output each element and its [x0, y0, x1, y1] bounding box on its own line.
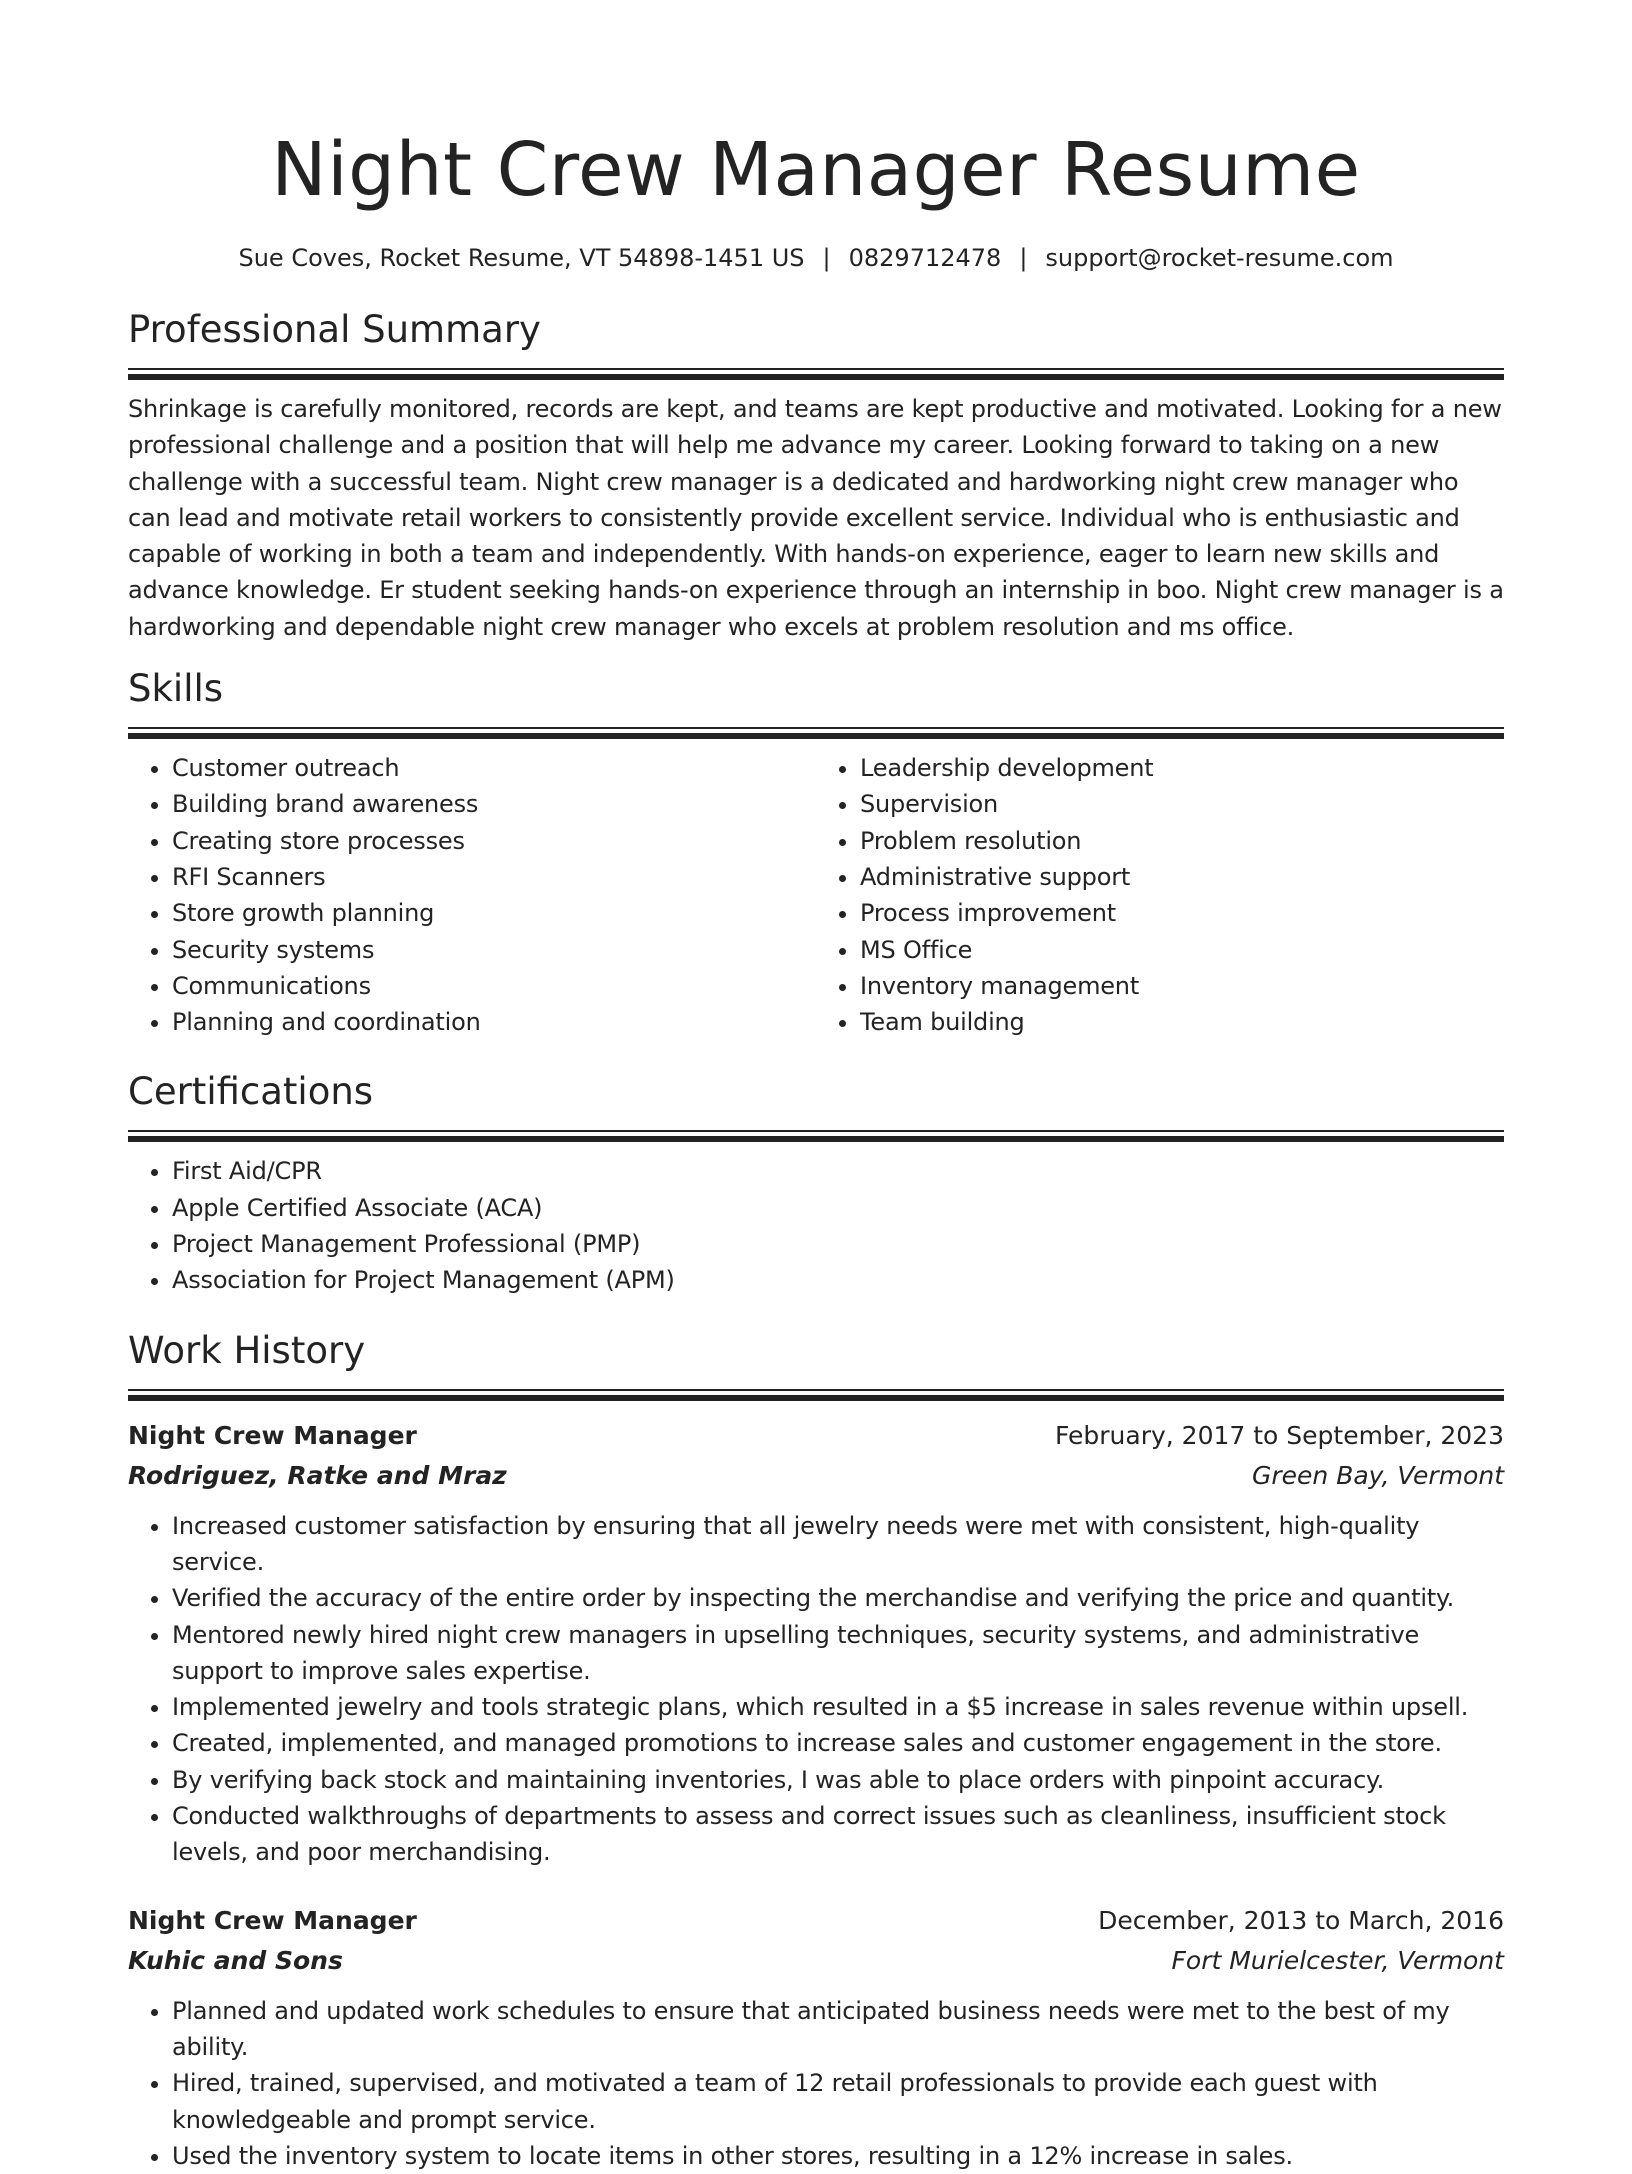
- certifications-list: [128, 1153, 1504, 1298]
- job-header-row: [128, 1901, 1504, 1941]
- skills-columns: [128, 750, 1504, 1040]
- skills-section: [128, 665, 1504, 1040]
- job-duties-list: [128, 1993, 1504, 2174]
- section-divider: [128, 1389, 1504, 1400]
- job-title: Night Crew Manager: [128, 1420, 417, 1450]
- contact-phone: 0829712478: [848, 244, 1002, 272]
- job-duties-list: [128, 1508, 1504, 1871]
- skill-item: • Building brand awareness: [172, 786, 816, 822]
- job-duty-item: • Increased customer satisfaction by ensuring that all jewelry needs were met with consistent, high-quality service.: [172, 1508, 1504, 1581]
- summary-section: [128, 306, 1504, 645]
- job-company-row: [128, 1941, 1504, 1981]
- job-duty-item: • Used the inventory system to locate items in other stores, resulting in a 12% increase in sales.: [172, 2138, 1504, 2174]
- certifications-list-wrap: [128, 1153, 1504, 1298]
- section-divider: [128, 727, 1504, 738]
- job-duty-item: • By verifying back stock and maintaining inventories, I was able to place orders with pinpoint accuracy.: [172, 1762, 1504, 1798]
- job-location: Green Bay, Vermont: [1251, 1460, 1504, 1490]
- skills-list-right: [816, 750, 1504, 1040]
- certification-item: • Association for Project Management (APM): [172, 1262, 1504, 1298]
- job-location: Fort Murielcester, Vermont: [1171, 1945, 1504, 1975]
- certifications-section: [128, 1068, 1504, 1298]
- section-heading-certifications: Certifications: [128, 1070, 374, 1114]
- job-duty-item: • Mentored newly hired night crew managers in upselling techniques, security systems, and administrative support to improve sales expertise.: [172, 1617, 1504, 1690]
- section-heading-summary: Professional Summary: [128, 308, 541, 351]
- job-duty-item: • Planned and updated work schedules to ensure that anticipated business needs were met to the best of my ability.: [172, 1993, 1504, 2066]
- job-title: Night Crew Manager: [128, 1905, 417, 1935]
- job-dates: December, 2013 to March, 2016: [1098, 1905, 1504, 1935]
- skill-item: • Customer outreach: [172, 750, 816, 786]
- certification-item: • First Aid/CPR: [172, 1153, 1504, 1189]
- skill-item: • Problem resolution: [860, 823, 1504, 859]
- job-company-row: [128, 1456, 1504, 1496]
- job-entry: [128, 1901, 1504, 2174]
- section-heading-work-history: Work History: [128, 1328, 366, 1372]
- skill-item: • Store growth planning: [172, 895, 816, 931]
- skill-item: • MS Office: [860, 932, 1504, 968]
- skill-item: • Administrative support: [860, 859, 1504, 895]
- contact-address: Sue Coves, Rocket Resume, VT 54898-1451 US: [238, 244, 805, 272]
- skill-item: • Process improvement: [860, 895, 1504, 931]
- skill-item: • Security systems: [172, 932, 816, 968]
- skill-item: • Communications: [172, 968, 816, 1004]
- skill-item: • Inventory management: [860, 968, 1504, 1004]
- job-duty-item: • Created, implemented, and managed promotions to increase sales and customer engagement in the store.: [172, 1725, 1504, 1761]
- job-duty-item: • Hired, trained, supervised, and motivated a team of 12 retail professionals to provide each guest with knowledgeable and prompt service.: [172, 2065, 1504, 2138]
- job-dates: February, 2017 to September, 2023: [1055, 1420, 1504, 1450]
- resume-page: [128, 0, 1504, 2174]
- skill-item: • Creating store processes: [172, 823, 816, 859]
- job-duty-item: • Verified the accuracy of the entire order by inspecting the merchandise and verifying the price and quantity.: [172, 1580, 1504, 1616]
- summary-text: Shrinkage is carefully monitored, records are kept, and teams are kept productive and motivated. Looking for a new professional challenge and a position that will help me advance my career. Looking forward to taking on a new challenge with a successful team. Night crew manager is a dedicated and hardworking night crew manager who can lead and motivate retail workers to consistently provide excellent service. Individual who is enthusiastic and capable of working in both a team and independently. With hands-on experience, eager to learn new skills and advance knowledge. Er student seeking hands-on experience through an internship in boo. Night crew manager is a hardworking and dependable night crew manager who excels at problem resolution and ms office.: [128, 395, 1504, 641]
- section-divider: [128, 1130, 1504, 1141]
- job-entry: [128, 1416, 1504, 1871]
- skill-item: • Team building: [860, 1004, 1504, 1040]
- contact-line: [128, 242, 1504, 274]
- work-history-section: [128, 1327, 1504, 2174]
- job-company: Rodriguez, Ratke and Mraz: [128, 1460, 507, 1490]
- skills-list-left: [128, 750, 816, 1040]
- skill-item: • Leadership development: [860, 750, 1504, 786]
- resume-title: Night Crew Manager Resume: [271, 127, 1361, 213]
- certification-item: • Project Management Professional (PMP): [172, 1226, 1504, 1262]
- contact-separator: |: [1019, 244, 1028, 272]
- job-header-row: [128, 1416, 1504, 1456]
- section-divider: [128, 368, 1504, 379]
- contact-separator: |: [822, 244, 831, 272]
- skill-item: • Planning and coordination: [172, 1004, 816, 1040]
- skill-item: • RFI Scanners: [172, 859, 816, 895]
- skill-item: • Supervision: [860, 786, 1504, 822]
- job-duty-item: • Implemented jewelry and tools strategic plans, which resulted in a $5 increase in sales revenue within upsell.: [172, 1689, 1504, 1725]
- certification-item: • Apple Certified Associate (ACA): [172, 1190, 1504, 1226]
- contact-email: support@rocket-resume.com: [1045, 244, 1394, 272]
- job-duty-item: • Conducted walkthroughs of departments to assess and correct issues such as cleanliness, insufficient stock levels, and poor merchandising.: [172, 1798, 1504, 1871]
- job-company: Kuhic and Sons: [128, 1945, 343, 1975]
- section-heading-skills: Skills: [128, 667, 224, 711]
